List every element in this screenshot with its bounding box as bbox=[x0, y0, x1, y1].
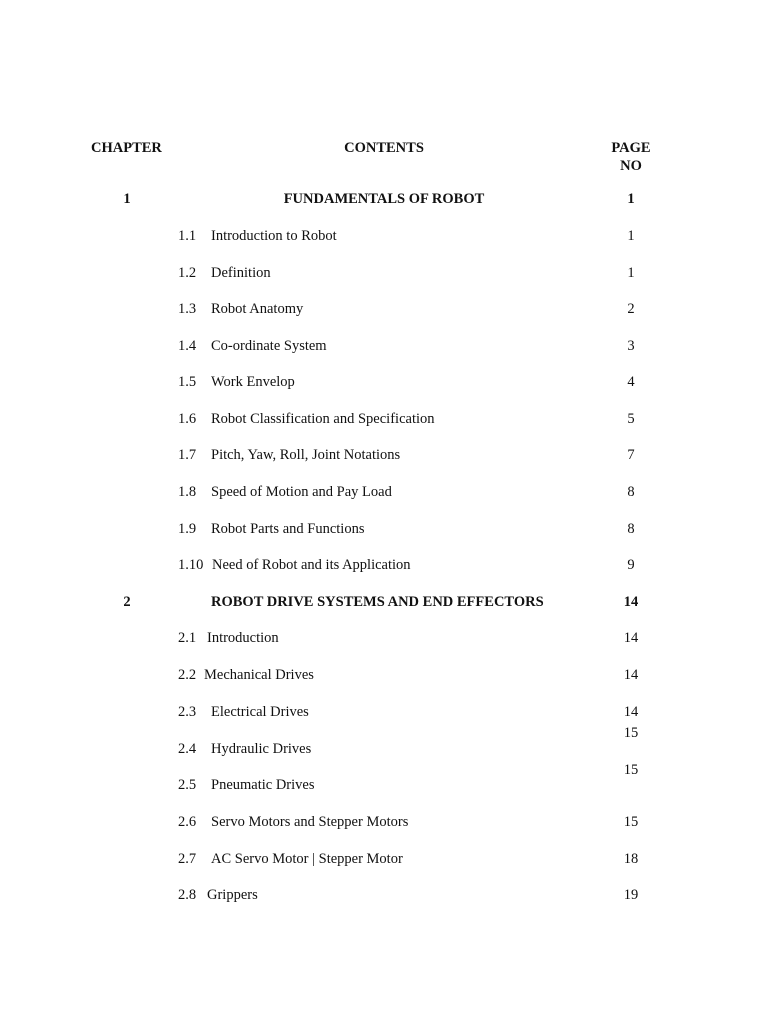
section-number: 2.5 bbox=[178, 777, 197, 793]
section-page: 1 bbox=[627, 228, 635, 244]
section-title: Definition bbox=[211, 265, 271, 281]
section-page: 1 bbox=[627, 265, 635, 281]
section-title: Pitch, Yaw, Roll, Joint Notations bbox=[211, 447, 401, 463]
section-number: 1.3 bbox=[178, 301, 197, 317]
page-heading-line1: PAGE bbox=[611, 140, 651, 156]
section-page: 4 bbox=[627, 374, 635, 390]
section-page: 18 bbox=[623, 851, 639, 867]
section-page: 8 bbox=[627, 521, 635, 537]
chapter-number: 2 bbox=[123, 594, 131, 610]
section-number: 2.4 bbox=[178, 741, 197, 757]
section-page: 14 bbox=[623, 630, 639, 646]
section-title: AC Servo Motor | Stepper Motor bbox=[211, 851, 403, 867]
section-number: 2.8 bbox=[178, 887, 197, 903]
section-page: 2 bbox=[627, 301, 635, 317]
section-title: Electrical Drives bbox=[211, 704, 309, 720]
section-number: 1.9 bbox=[178, 521, 197, 537]
section-title: Pneumatic Drives bbox=[211, 777, 315, 793]
section-number: 2.2 bbox=[178, 667, 197, 683]
page-heading-line2: NO bbox=[620, 158, 642, 174]
section-page: 9 bbox=[627, 557, 635, 573]
section-title: Work Envelop bbox=[211, 374, 295, 390]
section-number: 2.7 bbox=[178, 851, 197, 867]
section-title: Introduction to Robot bbox=[211, 228, 337, 244]
contents-heading: CONTENTS bbox=[344, 140, 424, 156]
chapter-title: ROBOT DRIVE SYSTEMS AND END EFFECTORS bbox=[211, 594, 544, 610]
section-title: Robot Classification and Specification bbox=[211, 411, 435, 427]
section-page: 19 bbox=[623, 887, 639, 903]
section-number: 1.7 bbox=[178, 447, 197, 463]
section-page: 14 bbox=[623, 704, 639, 720]
chapter-heading: CHAPTER bbox=[91, 140, 162, 156]
section-number: 2.1 bbox=[178, 630, 197, 646]
section-title: Introduction bbox=[207, 630, 279, 646]
section-page: 7 bbox=[627, 447, 635, 463]
section-title: Robot Anatomy bbox=[211, 301, 304, 317]
chapter-number: 1 bbox=[123, 191, 131, 207]
section-number: 1.10 bbox=[178, 557, 204, 573]
section-title: Mechanical Drives bbox=[204, 667, 314, 683]
section-page: 15 bbox=[623, 814, 639, 830]
section-title: Robot Parts and Functions bbox=[211, 521, 365, 537]
section-number: 1.8 bbox=[178, 484, 197, 500]
chapter-page: 14 bbox=[623, 594, 639, 610]
section-title: Servo Motors and Stepper Motors bbox=[211, 814, 409, 830]
chapter-page: 1 bbox=[627, 191, 635, 207]
section-page: 15 bbox=[623, 725, 639, 741]
section-number: 1.4 bbox=[178, 338, 197, 354]
section-page: 14 bbox=[623, 667, 639, 683]
chapter-title: FUNDAMENTALS OF ROBOT bbox=[283, 191, 485, 207]
section-title: Hydraulic Drives bbox=[211, 741, 312, 757]
section-title: Co-ordinate System bbox=[211, 338, 327, 354]
section-title: Need of Robot and its Application bbox=[212, 557, 411, 573]
section-title: Speed of Motion and Pay Load bbox=[211, 484, 392, 500]
section-number: 1.1 bbox=[178, 228, 197, 244]
section-page: 15 bbox=[623, 762, 639, 778]
section-number: 1.5 bbox=[178, 374, 197, 390]
section-page: 5 bbox=[627, 411, 635, 427]
section-page: 8 bbox=[627, 484, 635, 500]
section-title: Grippers bbox=[207, 887, 258, 903]
section-number: 2.3 bbox=[178, 704, 197, 720]
section-number: 1.6 bbox=[178, 411, 197, 427]
section-number: 1.2 bbox=[178, 265, 197, 281]
section-page: 3 bbox=[627, 338, 635, 354]
section-number: 2.6 bbox=[178, 814, 197, 830]
